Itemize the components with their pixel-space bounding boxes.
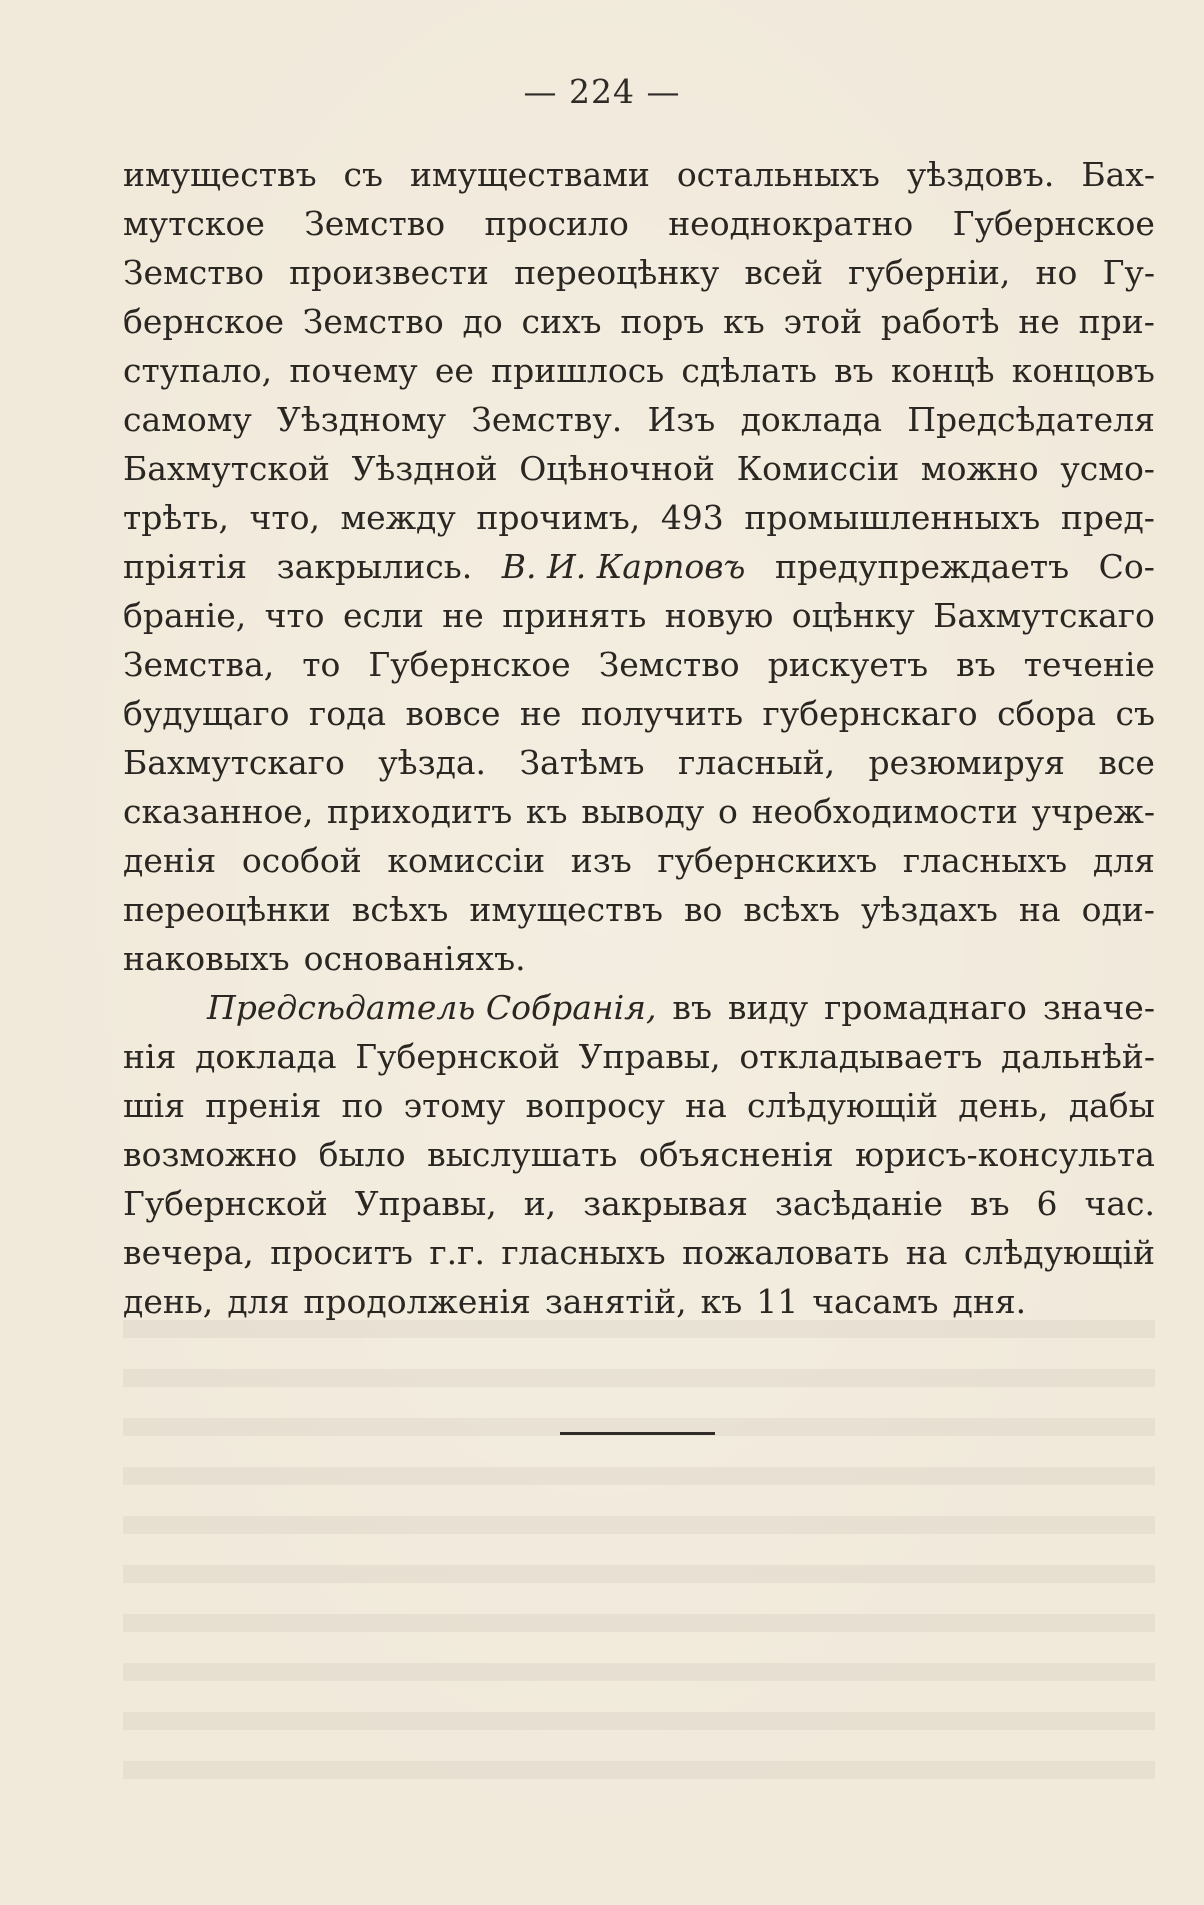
text-line [123,738,1155,787]
text-line [123,885,1155,934]
word: продолженія [303,1282,531,1321]
word: выводу [581,792,705,831]
word: о [717,792,738,831]
word: пренія [205,1086,322,1125]
text-line [123,493,1155,542]
text-line [123,689,1155,738]
word: во [683,890,723,929]
word: юрисъ-консульта [855,1135,1155,1174]
word: оди- [1081,890,1155,929]
word: занятій, [544,1282,687,1321]
word: въ [969,1184,1010,1223]
word: этой [783,302,863,341]
text-line [123,591,1155,640]
word: засѣданіе [774,1184,944,1223]
word: Губернской [355,1037,560,1076]
word: можно [920,449,1039,488]
word: 11 [756,1282,799,1321]
text-line [123,1032,1155,1081]
word: въ [834,351,874,390]
word: самому [123,400,252,439]
text-line [123,836,1155,885]
text-line [123,640,1155,689]
word: час. [1084,1184,1155,1223]
word: что [264,596,325,635]
word: если [342,596,424,635]
word: Оцѣночной [519,449,715,488]
word: между [340,498,456,537]
word: Со- [1098,547,1155,586]
word: этому [403,1086,506,1125]
show-through-texture [123,1320,1155,1780]
word: новую [664,596,774,635]
word: Губернское [952,204,1155,243]
word: съ [343,155,384,194]
word: трѣть, [123,498,229,537]
word: имуществъ [469,890,663,929]
text-line [123,444,1155,493]
text-line [123,346,1155,395]
word: почему [289,351,418,390]
word: г.г. [429,1233,485,1272]
word: пожаловать [682,1233,890,1272]
word: прочимъ, [476,498,641,537]
word: не [442,596,484,635]
word: въ [956,645,996,684]
text-line [123,934,1155,983]
word: съ [1115,694,1155,733]
word: Земство [598,645,740,684]
word: закрылись. [276,547,473,586]
word: что, [249,498,320,537]
word: особой [241,841,362,880]
text-line [123,983,1155,1032]
word: Гу- [1102,253,1155,292]
word: то [302,645,341,684]
word: Уѣздной [351,449,498,488]
word: къ [525,792,568,831]
page-number: — 224 — [523,72,681,111]
text-line [123,787,1155,836]
word: до [462,302,503,341]
word: всѣхъ [743,890,840,929]
word: пред- [1060,498,1155,537]
word: въ [672,988,712,1027]
word: ступало, [123,351,273,390]
word: всей [744,253,823,292]
word: резюмируя [868,743,1065,782]
speaker-name: Предсѣдатель Собранія, [207,988,657,1027]
word: принять [502,596,647,635]
text-line [123,1130,1155,1179]
word: переоцѣнку [514,253,720,292]
word: на [1018,890,1061,929]
word: и, [523,1184,557,1223]
word: Земство [304,204,446,243]
word: дня. [952,1282,1027,1321]
word: сбора [997,694,1097,733]
word: губернскихъ [657,841,878,880]
word: слѣдующій [963,1233,1155,1272]
word: Бахмутскаго [933,596,1155,635]
word: 493 [660,498,724,537]
word: уѣздовъ. [906,155,1055,194]
word: неоднократно [668,204,914,243]
word: пришлось [491,351,665,390]
word: Управы, [354,1184,497,1223]
word: выслушать [427,1135,618,1174]
word: значе- [1042,988,1155,1027]
word: 6 [1036,1184,1058,1223]
word: рискуетъ [767,645,929,684]
word: доклада [740,400,883,439]
word: остальныхъ [676,155,880,194]
word: Затѣмъ [519,743,645,782]
word: браніе, [123,596,247,635]
word: день, [958,1086,1049,1125]
word: закрывая [583,1184,748,1223]
word: Земство [302,302,444,341]
word: переоцѣнки [123,890,331,929]
word: для [227,1282,290,1321]
word: теченіе [1023,645,1155,684]
word: на [685,1086,727,1125]
word: учреж- [1031,792,1155,831]
word: день, [123,1282,214,1321]
word: не [1018,302,1060,341]
text-line [123,150,1155,199]
word: наковыхъ [123,939,290,978]
word: но [1035,253,1078,292]
word: для [1092,841,1155,880]
word: имуществъ [123,155,317,194]
word: возможно [123,1135,298,1174]
word: концѣ [890,351,995,390]
word: нія [123,1037,177,1076]
word: Изъ [647,400,716,439]
word: Бахмутской [123,449,330,488]
word: года [308,694,387,733]
word: Губернской [123,1184,328,1223]
word: Предсѣдателя [907,400,1155,439]
word: виду [727,988,809,1027]
word: гласныхъ [501,1233,666,1272]
text-line [123,395,1155,444]
text-line [123,1179,1155,1228]
word: громаднаго [824,988,1027,1027]
word: слѣдующій [746,1086,939,1125]
word: къ [700,1282,743,1321]
word: Земства, [123,645,275,684]
word: объясненія [638,1135,834,1174]
word: при- [1078,302,1155,341]
word: комиссіи [387,841,546,880]
word: Уѣздному [277,400,447,439]
word: поръ [620,302,705,341]
word: Управы, [578,1037,721,1076]
word: бернское [123,302,285,341]
text-line [123,199,1155,248]
word: гласный, [677,743,836,782]
word: Губернское [368,645,571,684]
word: будущаго [123,694,290,733]
body-text [123,150,1155,1326]
word: Комиссіи [736,449,900,488]
word: всѣхъ [351,890,449,929]
word: вечера, [123,1233,254,1272]
word: по [341,1086,384,1125]
word: часамъ [812,1282,939,1321]
word: откладываетъ [739,1037,983,1076]
word: къ [723,302,765,341]
word: губерніи, [848,253,1011,292]
speaker-name: В. И. Карповъ [501,547,746,586]
word: вопросу [525,1086,665,1125]
text-line [123,1228,1155,1277]
word: шія [123,1086,186,1125]
word: предупреждаетъ [774,547,1070,586]
word: концовъ [1011,351,1155,390]
word: имуществами [409,155,650,194]
word: изъ [570,841,632,880]
word: Земству. [471,400,623,439]
word: на [905,1233,948,1272]
word: произвести [289,253,489,292]
word: сдѣлать [681,351,817,390]
word: дальнѣй- [1001,1037,1155,1076]
word: получить [580,694,744,733]
word: усмо- [1060,449,1155,488]
word: пріятія [123,547,248,586]
text-line [123,248,1155,297]
word: промышленныхъ [744,498,1041,537]
word: ее [434,351,474,390]
word: сказанное, [123,792,314,831]
word: приходитъ [327,792,513,831]
word: уѣздахъ [861,890,998,929]
word: все [1098,743,1155,782]
word: не [519,694,562,733]
word: вовсе [405,694,501,733]
word: гласныхъ [902,841,1068,880]
word: Земство [123,253,264,292]
word: сихъ [521,302,602,341]
text-line [123,297,1155,346]
word: необходимости [751,792,1018,831]
word: Бахмутскаго [123,743,345,782]
word: проситъ [270,1233,413,1272]
word: основаніяхъ. [303,939,526,978]
word: было [318,1135,406,1174]
word: оцѣнку [791,596,915,635]
word: просило [484,204,629,243]
word: Бах- [1081,155,1155,194]
word: доклада [195,1037,337,1076]
text-line [123,1081,1155,1130]
word: мутское [123,204,265,243]
text-line [123,542,1155,591]
word: дабы [1068,1086,1155,1125]
word: уѣзда. [378,743,487,782]
word: работѣ [880,302,1000,341]
text-line [123,1277,1155,1326]
word: денія [123,841,217,880]
word: губернскаго [762,694,978,733]
